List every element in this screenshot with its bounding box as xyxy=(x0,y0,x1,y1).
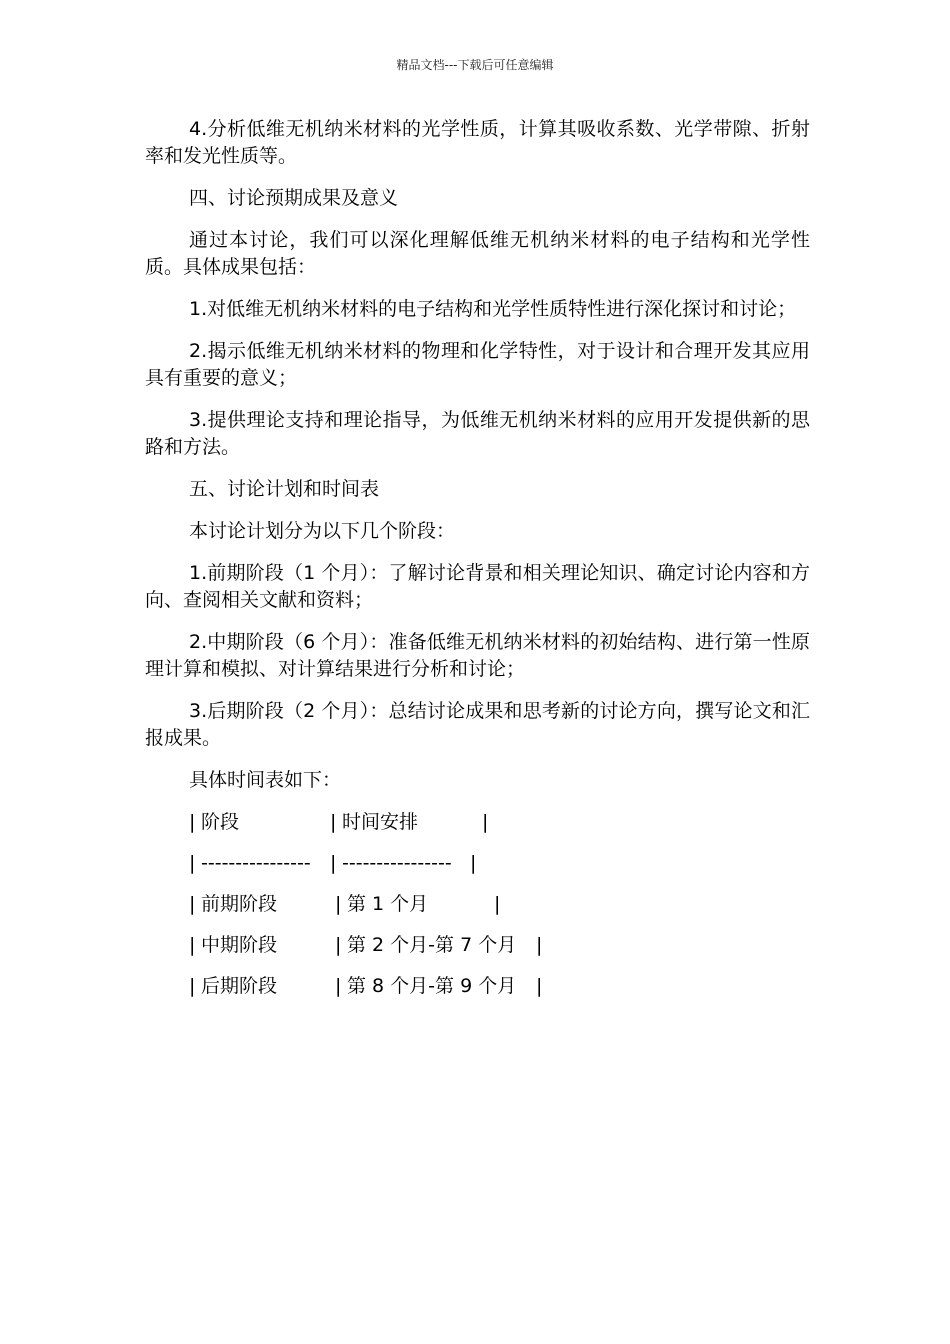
paragraph-phase-2: 2.中期阶段（6 个月）：准备低维无机纳米材料的初始结构、进行第一性原理计算和模拟、对计算结果进行分析和讨论； xyxy=(145,631,810,680)
table-cell-time: 第 1 个月 xyxy=(347,893,429,915)
table-cell-stage: 前期阶段 xyxy=(201,893,278,915)
table-border: | xyxy=(494,893,501,915)
paragraph-results-intro: 通过本讨论，我们可以深化理解低维无机纳米材料的电子结构和光学性质。具体成果包括： xyxy=(145,229,810,278)
paragraph-result-3: 3.提供理论支持和理论指导，为低维无机纳米材料的应用开发提供新的思路和方法。 xyxy=(145,409,810,458)
table-border: | xyxy=(536,975,543,997)
table-cell-time: 第 2 个月-第 7 个月 xyxy=(347,934,517,956)
table-row xyxy=(145,891,810,918)
table-cell-stage: 后期阶段 xyxy=(201,975,278,997)
paragraph-schedule-intro: 具体时间表如下： xyxy=(189,769,342,791)
paragraph-result-1: 1.对低维无机纳米材料的电子结构和光学性质特性进行深化探讨和讨论； xyxy=(189,298,797,320)
table-border: | xyxy=(189,811,196,833)
paragraph-result-2: 2.揭示低维无机纳米材料的物理和化学特性，对于设计和合理开发其应用具有重要的意义； xyxy=(145,340,810,389)
table-border: | xyxy=(189,852,196,874)
table-border: | xyxy=(189,934,196,956)
paragraph-optical-analysis: 4.分析低维无机纳米材料的光学性质，计算其吸收系数、光学带隙、折射率和发光性质等。 xyxy=(145,118,810,167)
section-heading-plan-schedule: 五、讨论计划和时间表 xyxy=(189,478,380,500)
paragraph-plan-intro: 本讨论计划分为以下几个阶段： xyxy=(189,520,456,542)
table-border: | xyxy=(470,852,477,874)
table-border: | xyxy=(189,975,196,997)
schedule-table xyxy=(145,809,810,1000)
table-border: | xyxy=(330,811,337,833)
paragraph-phase-3: 3.后期阶段（2 个月）：总结讨论成果和思考新的讨论方向，撰写论文和汇报成果。 xyxy=(145,700,810,749)
paragraph-phase-1: 1.前期阶段（1 个月）：了解讨论背景和相关理论知识、确定讨论内容和方向、查阅相关文献和资料； xyxy=(145,562,810,611)
table-row xyxy=(145,932,810,959)
section-heading-expected-results: 四、讨论预期成果及意义 xyxy=(189,187,399,209)
table-border: | xyxy=(189,893,196,915)
document-body xyxy=(145,116,810,1014)
page-header: 精品文档---下载后可任意编辑 xyxy=(396,58,554,72)
table-separator-row xyxy=(145,850,810,877)
table-row xyxy=(145,973,810,1000)
table-border: | xyxy=(335,975,342,997)
table-border: | xyxy=(482,811,489,833)
table-header-row xyxy=(145,809,810,836)
table-border: | xyxy=(330,852,337,874)
table-border: | xyxy=(536,934,543,956)
table-border: | xyxy=(335,893,342,915)
table-cell-stage: 中期阶段 xyxy=(201,934,278,956)
table-border: | xyxy=(335,934,342,956)
table-header-time: 时间安排 xyxy=(342,811,419,833)
table-separator: ---------------- xyxy=(342,852,452,874)
table-cell-time: 第 8 个月-第 9 个月 xyxy=(347,975,517,997)
table-header-stage: 阶段 xyxy=(201,811,240,833)
table-separator: ---------------- xyxy=(201,852,311,874)
